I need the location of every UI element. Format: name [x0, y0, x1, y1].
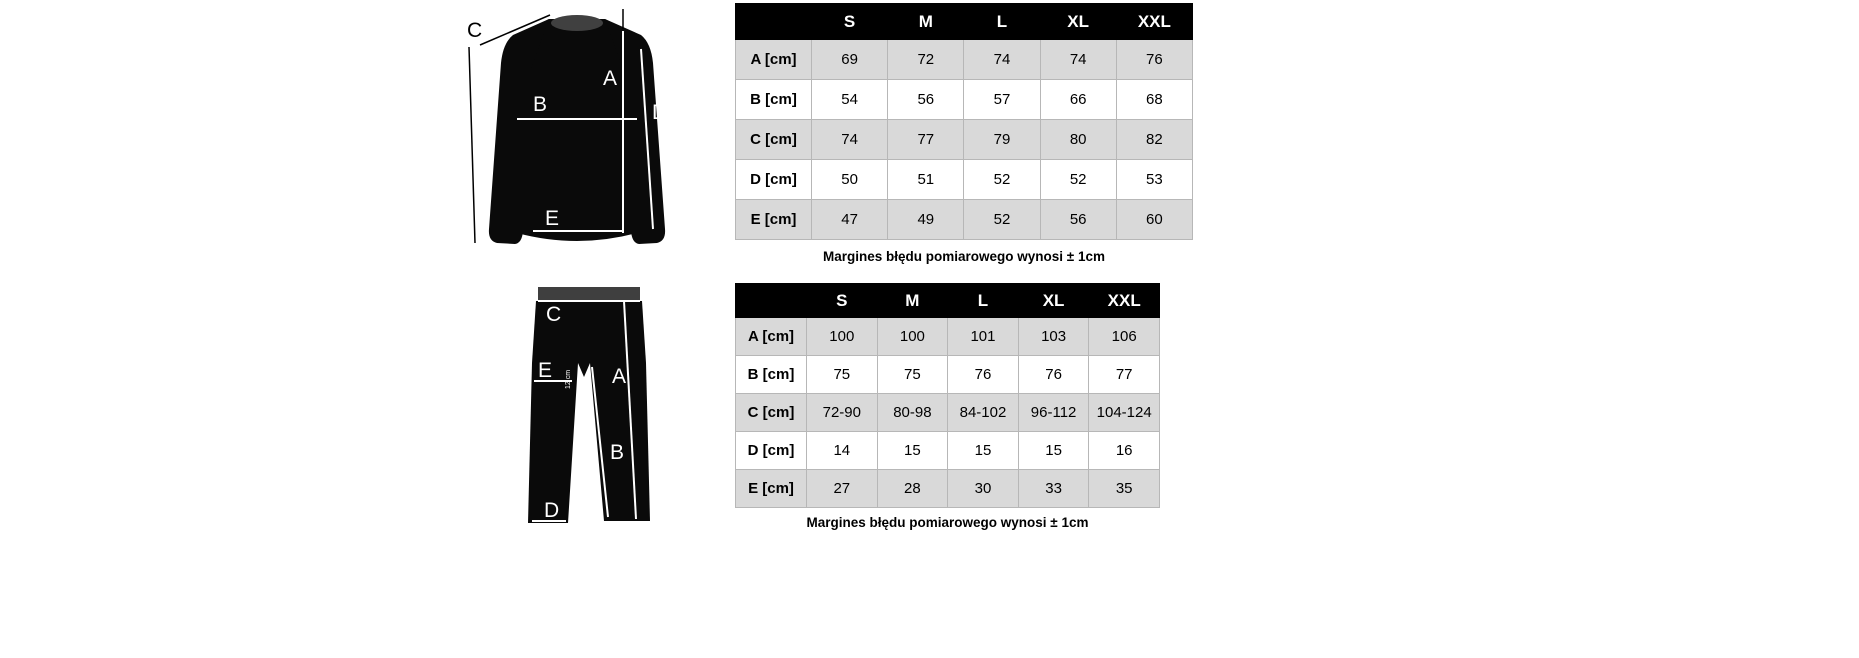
- size-header-cell: XXL: [1089, 284, 1160, 318]
- pants-label-c: C: [546, 303, 562, 326]
- measure-value-cell: 76: [1018, 356, 1089, 394]
- measure-value-cell: 84-102: [948, 394, 1019, 432]
- measure-value-cell: 15: [1018, 432, 1089, 470]
- shirt-label-a: A: [603, 67, 618, 90]
- measure-value-cell: 79: [964, 120, 1040, 160]
- measure-line-c-length: [469, 47, 475, 243]
- pants-table-caption: Margines błędu pomiarowego wynosi ± 1cm: [806, 515, 1089, 530]
- measure-value-cell: 103: [1018, 318, 1089, 356]
- measure-value-cell: 15: [948, 432, 1019, 470]
- measure-value-cell: 96-112: [1018, 394, 1089, 432]
- measure-value-cell: 69: [812, 40, 888, 80]
- measure-value-cell: 74: [964, 40, 1040, 80]
- pants-label-e: E: [538, 359, 553, 382]
- measure-value-cell: 51: [888, 160, 964, 200]
- measure-label-cell: B [cm]: [736, 356, 807, 394]
- measure-value-cell: 82: [1116, 120, 1192, 160]
- measure-label-cell: B [cm]: [736, 80, 812, 120]
- measure-value-cell: 72-90: [807, 394, 878, 432]
- shirt-table-wrapper: [735, 3, 1193, 240]
- size-header-cell: L: [948, 284, 1019, 318]
- pants-size-table: [735, 283, 1160, 508]
- size-header-cell: XL: [1040, 4, 1116, 40]
- size-header-cell: S: [807, 284, 878, 318]
- measure-value-cell: 100: [807, 318, 878, 356]
- measure-value-cell: 100: [877, 318, 948, 356]
- measure-value-cell: 80-98: [877, 394, 948, 432]
- shirt-illustration: [455, 5, 705, 255]
- measure-value-cell: 57: [964, 80, 1040, 120]
- measurement-row: [736, 432, 1160, 470]
- measure-label-cell: E [cm]: [736, 470, 807, 508]
- measure-label-cell: A [cm]: [736, 318, 807, 356]
- measure-value-cell: 52: [1040, 160, 1116, 200]
- header-row: [736, 4, 1193, 40]
- measure-value-cell: 27: [807, 470, 878, 508]
- measure-label-cell: E [cm]: [736, 200, 812, 240]
- measurement-row: [736, 80, 1193, 120]
- measure-value-cell: 72: [888, 40, 964, 80]
- measurement-row: [736, 318, 1160, 356]
- pants-annotation-note: 12 cm: [565, 369, 572, 389]
- shirt-silhouette: [489, 15, 668, 244]
- pants-figure: [520, 285, 670, 540]
- measure-value-cell: 77: [1089, 356, 1160, 394]
- measure-value-cell: 76: [1116, 40, 1192, 80]
- size-header-cell: XL: [1018, 284, 1089, 318]
- measure-value-cell: 33: [1018, 470, 1089, 508]
- size-header-cell: S: [812, 4, 888, 40]
- pants-label-b: B: [610, 441, 625, 464]
- pants-table-wrapper: [735, 283, 1160, 508]
- pants-illustration: [520, 285, 670, 535]
- measure-label-cell: C [cm]: [736, 394, 807, 432]
- measure-value-cell: 54: [812, 80, 888, 120]
- measure-value-cell: 101: [948, 318, 1019, 356]
- measure-label-cell: D [cm]: [736, 432, 807, 470]
- measure-value-cell: 75: [877, 356, 948, 394]
- measure-label-cell: A [cm]: [736, 40, 812, 80]
- size-header-cell: M: [888, 4, 964, 40]
- shirt-size-table: [735, 3, 1193, 240]
- measurement-row: [736, 40, 1193, 80]
- measure-value-cell: 30: [948, 470, 1019, 508]
- measurement-row: [736, 394, 1160, 432]
- shirt-label-d: D: [652, 101, 668, 124]
- measure-value-cell: 75: [807, 356, 878, 394]
- measure-value-cell: 52: [964, 200, 1040, 240]
- measure-value-cell: 50: [812, 160, 888, 200]
- measure-value-cell: 16: [1089, 432, 1160, 470]
- measure-value-cell: 56: [888, 80, 964, 120]
- shirt-figure: [455, 5, 705, 260]
- measure-value-cell: 60: [1116, 200, 1192, 240]
- shirt-label-e: E: [545, 207, 560, 230]
- shirt-table-caption: Margines błędu pomiarowego wynosi ± 1cm: [823, 249, 1105, 264]
- measure-value-cell: 14: [807, 432, 878, 470]
- pants-label-a: A: [612, 365, 627, 388]
- measure-value-cell: 66: [1040, 80, 1116, 120]
- pants-label-d: D: [544, 499, 560, 522]
- measure-value-cell: 104-124: [1089, 394, 1160, 432]
- measure-value-cell: 74: [812, 120, 888, 160]
- pants-waistband: [538, 287, 640, 301]
- corner-cell: [736, 284, 807, 318]
- measure-value-cell: 35: [1089, 470, 1160, 508]
- measure-value-cell: 47: [812, 200, 888, 240]
- measure-value-cell: 15: [877, 432, 948, 470]
- measurement-row: [736, 200, 1193, 240]
- measure-value-cell: 56: [1040, 200, 1116, 240]
- corner-cell: [736, 4, 812, 40]
- measurement-row: [736, 470, 1160, 508]
- measurement-row: [736, 356, 1160, 394]
- measure-value-cell: 28: [877, 470, 948, 508]
- measure-value-cell: 52: [964, 160, 1040, 200]
- size-header-cell: XXL: [1116, 4, 1192, 40]
- shirt-label-b: B: [533, 93, 548, 116]
- measure-value-cell: 74: [1040, 40, 1116, 80]
- measurement-row: [736, 160, 1193, 200]
- measure-label-cell: D [cm]: [736, 160, 812, 200]
- measure-value-cell: 76: [948, 356, 1019, 394]
- measure-value-cell: 53: [1116, 160, 1192, 200]
- measure-value-cell: 80: [1040, 120, 1116, 160]
- shirt-collar: [551, 15, 603, 31]
- measure-value-cell: 77: [888, 120, 964, 160]
- measure-value-cell: 106: [1089, 318, 1160, 356]
- shirt-label-c: C: [467, 19, 483, 42]
- measure-value-cell: 68: [1116, 80, 1192, 120]
- measure-value-cell: 49: [888, 200, 964, 240]
- measure-label-cell: C [cm]: [736, 120, 812, 160]
- measurement-row: [736, 120, 1193, 160]
- size-header-cell: L: [964, 4, 1040, 40]
- size-header-cell: M: [877, 284, 948, 318]
- header-row: [736, 284, 1160, 318]
